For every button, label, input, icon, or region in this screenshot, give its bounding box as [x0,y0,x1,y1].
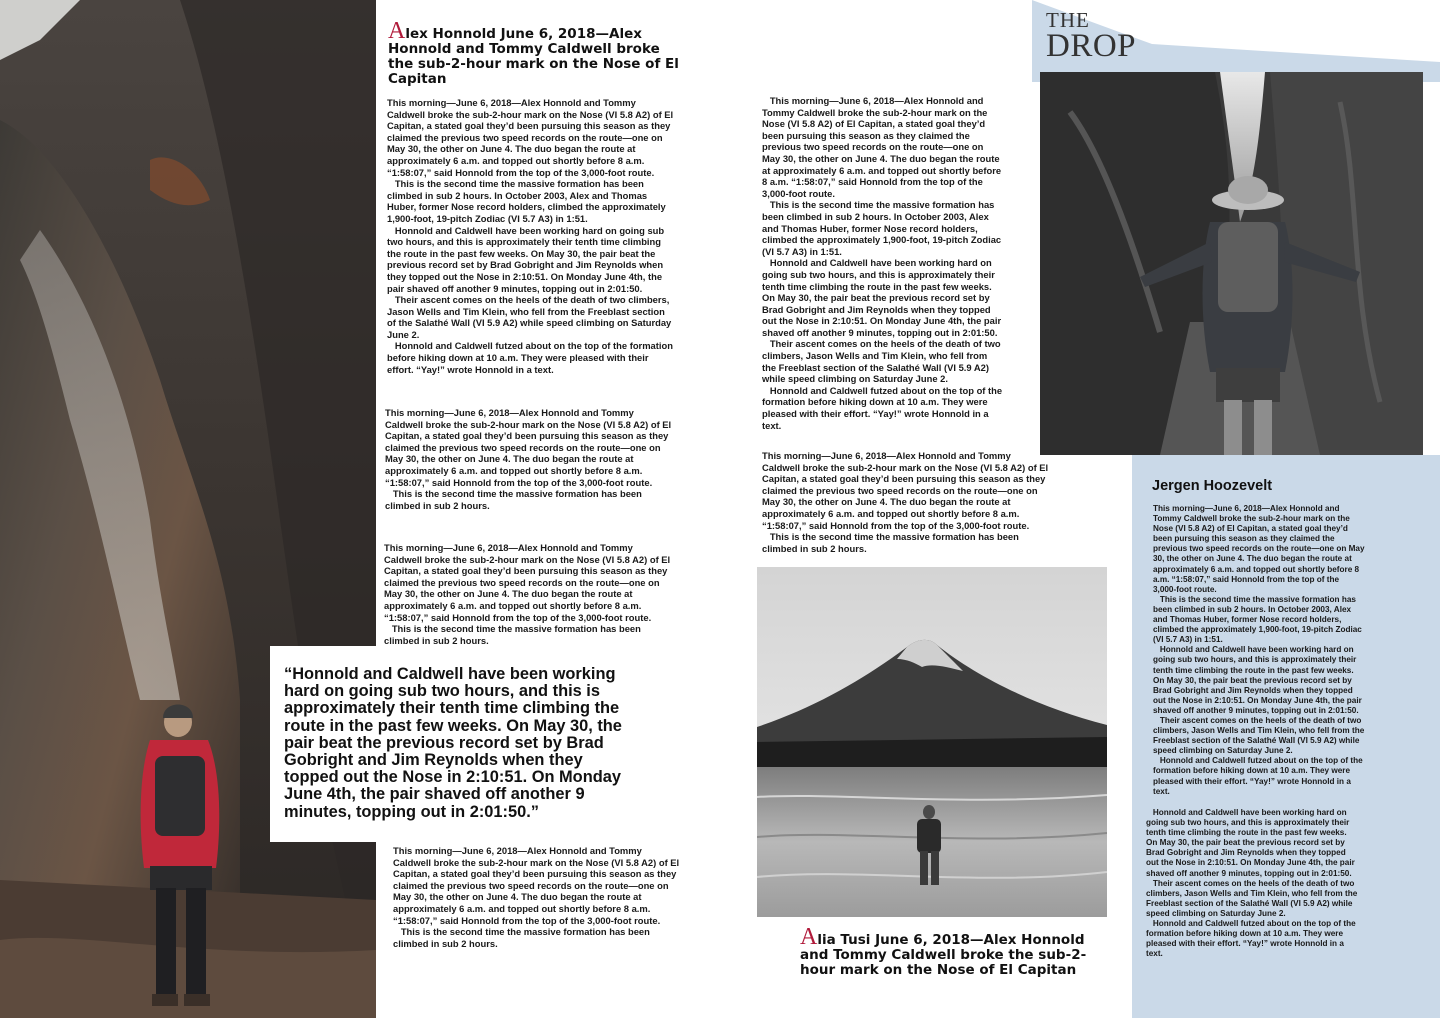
masthead-title [1046,8,1137,64]
masthead-title-line1: THE [1046,8,1090,32]
article-body-col1-main: This morning—June 6, 2018—Alex Honnold and Tommy Caldwell broke the sub-2-hour mark on the Nose (VI 5.8 A2) of El Capitan, a stated goal they’d been pursuing this season as they claimed the previous two speed records on the route—one on May 30, the other on June 4. The duo began the route at approximately 6 a.m. and topped out shortly before 8 a.m. “1:58:07,” said Honnold from the top of the 3,000-foot route. This is the second time the massive formation has been climbed in sub 2 hours. In October 2003, Alex and Thomas Huber, former Nose record holders, climbed the approximately 1,900-foot, 19-pitch Zodiac (VI 5.7 A3) in 1:51. Honnold and Caldwell have been working hard on going sub two hours, and this is approximately their tenth time climbing the route in the past few weeks. On May 30, the pair beat the previous record set by Brad Gobright and Jim Reynolds when they topped out the Nose in 2:10:51. On Monday June 4th, the pair shaved off another 9 minutes, topping out in 2:01:50. Their ascent comes on the heels of the death of two climbers, Jason Wells and Tim Klein, who fell from the Freeblast section of the Salathé Wall (VI 5.9 A2) while speed climbing on Saturday June 2. Honnold and Caldwell futzed about on the top of the formation before hiking down at 10 a.m. They were pleased with their effort. “Yay!” wrote Honnold in a text. [387,97,674,375]
headline-2-text: lia Tusi June 6, 2018—Alex Honnold and Tommy Caldwell broke the sub-2-hour mark on the Nose of El Capitan [800,932,1087,978]
article-headline-2 [800,924,1100,978]
pull-quote-box [270,646,654,842]
article-body-col1-third: This morning—June 6, 2018—Alex Honnold and Tommy Caldwell broke the sub-2-hour mark on the Nose (VI 5.8 A2) of El Capitan, a stated goal they’d been pursuing this season as they claimed the previous two speed records on the route—one on May 30, the other on June 4. The duo began the route at approximately 6 a.m. and topped out shortly before 8 a.m. “1:58:07,” said Honnold from the top of the 3,000-foot route. This is the second time the massive formation has been climbed in sub 2 hours. [384,542,671,646]
article-body-col3-second: Honnold and Caldwell have been working hard on going sub two hours, and this is approximately their tenth time climbing the route in the past few weeks. On May 30, the pair beat the previous record set by Brad Gobright and Jim Reynolds when they topped out the Nose in 2:10:51. On Monday June 4th, the pair shaved off another 9 minutes, topping out in 2:01:50. Their ascent comes on the heels of the death of two climbers, Jason Wells and Tim Klein, who fell from the Freeblast section of the Salathé Wall (VI 5.9 A2) while speed climbing on Saturday June 2. Honnold and Caldwell futzed about on the top of the formation before hiking down at 10 a.m. They were pleased with their effort. “Yay!” wrote Honnold in a text. [1146,808,1358,959]
author-name: Jergen Hoozevelt [1152,478,1273,494]
article-body-col2-main: This morning—June 6, 2018—Alex Honnold and Tommy Caldwell broke the sub-2-hour mark on the Nose (VI 5.8 A2) of El Capitan, a stated goal they’d been pursuing this season as they claimed the previous two speed records on the route—one on May 30, the other on June 4. The duo began the route at approximately 6 a.m. and topped out shortly before 8 a.m. “1:58:07,” said Honnold from the top of the 3,000-foot route. This is the second time the massive formation has been climbed in sub 2 hours. In October 2003, Alex and Thomas Huber, former Nose record holders, climbed the approximately 1,900-foot, 19-pitch Zodiac (VI 5.7 A3) in 1:51. Honnold and Caldwell have been working hard on going sub two hours, and this is approximately their tenth time climbing the route in the past few weeks. On May 30, the pair beat the previous record set by Brad Gobright and Jim Reynolds when they topped out the Nose in 2:10:51. On Monday June 4th, the pair shaved off another 9 minutes, topping out in 2:01:50. Their ascent comes on the heels of the death of two climbers, Jason Wells and Tim Klein, who fell from the Freeblast section of the Salathé Wall (VI 5.9 A2) while speed climbing on Saturday June 2. Honnold and Caldwell futzed about on the top of the formation before hiking down at 10 a.m. They were pleased with their effort. “Yay!” wrote Honnold in a text. [762,95,1003,431]
article-headline-1 [388,18,688,87]
article-body-col1-second: This morning—June 6, 2018—Alex Honnold and Tommy Caldwell broke the sub-2-hour mark on the Nose (VI 5.8 A2) of El Capitan, a stated goal they’d been pursuing this season as they claimed the previous two speed records on the route—one on May 30, the other on June 4. The duo began the route at approximately 6 a.m. and topped out shortly before 8 a.m. “1:58:07,” said Honnold from the top of the 3,000-foot route. This is the second time the massive formation has been climbed in sub 2 hours. [385,407,672,511]
article-body-col1-bottom: This morning—June 6, 2018—Alex Honnold and Tommy Caldwell broke the sub-2-hour mark on the Nose (VI 5.8 A2) of El Capitan, a stated goal they’d been pursuing this season as they claimed the previous two speed records on the route—one on May 30, the other on June 4. The duo began the route at approximately 6 a.m. and topped out shortly before 8 a.m. “1:58:07,” said Honnold from the top of the 3,000-foot route. This is the second time the massive formation has been climbed in sub 2 hours. [393,845,680,949]
article-body-col3-main: This morning—June 6, 2018—Alex Honnold and Tommy Caldwell broke the sub-2-hour mark on the Nose (VI 5.8 A2) of El Capitan, a stated goal they’d been pursuing this season as they claimed the previous two speed records on the route—one on May 30, the other on June 4. The duo began the route at approximately 6 a.m. and topped out shortly before 8 a.m. “1:58:07,” said Honnold from the top of the 3,000-foot route. This is the second time the massive formation has been climbed in sub 2 hours. In October 2003, Alex and Thomas Huber, former Nose record holders, climbed the approximately 1,900-foot, 19-pitch Zodiac (VI 5.7 A3) in 1:51. Honnold and Caldwell have been working hard on going sub two hours, and this is approximately their tenth time climbing the route in the past few weeks. On May 30, the pair beat the previous record set by Brad Gobright and Jim Reynolds when they topped out the Nose in 2:10:51. On Monday June 4th, the pair shaved off another 9 minutes, topping out in 2:01:50. Their ascent comes on the heels of the death of two climbers, Jason Wells and Tim Klein, who fell from the Freeblast section of the Salathé Wall (VI 5.9 A2) while speed climbing on Saturday June 2. Honnold and Caldwell futzed about on the top of the formation before hiking down at 10 a.m. They were pleased with their effort. “Yay!” wrote Honnold in a text. [1153,504,1365,796]
headline-1-text: lex Honnold June 6, 2018—Alex Honnold and Tommy Caldwell broke the sub-2-hour mark on the Nose of El Capitan [388,26,679,87]
pull-quote-text: “Honnold and Caldwell have been working hard on going sub two hours, and this is approximately their tenth time climbing the route in the past few weeks. On May 30, the pair beat the previous record set by Brad Gobright and Jim Reynolds when they topped out the Nose in 2:10:51. On Monday June 4th, the pair shaved off another 9 minutes, topping out in 2:01:50.” [284,665,622,821]
masthead-title-line2: DROP [1046,28,1137,64]
headline-1-drop-cap: A [388,18,406,44]
article-body-col2-second: This morning—June 6, 2018—Alex Honnold and Tommy Caldwell broke the sub-2-hour mark on the Nose (VI 5.8 A2) of El Capitan, a stated goal they’d been pursuing this season as they claimed the previous two speed records on the route—one on May 30, the other on June 4. The duo began the route at approximately 6 a.m. and topped out shortly before 8 a.m. “1:58:07,” said Honnold from the top of the 3,000-foot route. This is the second time the massive formation has been climbed in sub 2 hours. [762,450,1049,554]
hiker-in-crevice-photo [1040,72,1423,455]
headline-2-drop-cap: A [800,924,818,950]
mountain-meadow-photo [757,567,1107,917]
hiker-in-canyon-photo [0,0,376,1018]
